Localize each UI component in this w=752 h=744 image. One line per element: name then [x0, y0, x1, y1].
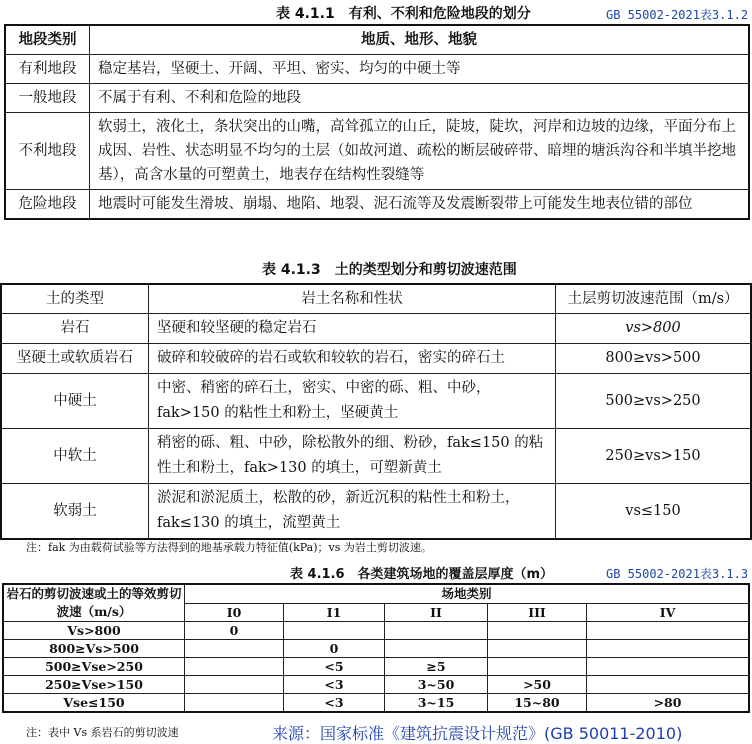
table2-cell-desc: 淤泥和淤泥质土，松散的砂，新近沉积的粘性土和粉土，fak≤130 的填土，流塑黄土 [149, 484, 556, 540]
table3-cell: >50 [488, 676, 587, 694]
table3-cell [587, 622, 750, 640]
table3-cell: >80 [587, 694, 750, 713]
table2-cell-desc: 稍密的砾、粗、中砂，除松散外的细、粉砂，fak≤150 的粘性土和粉土，fak>130 的填土，可塑新黄土 [149, 429, 556, 484]
table3-class-header: IV [587, 603, 750, 622]
table3 [2, 583, 750, 713]
table-row [3, 640, 749, 658]
table2-cell-type: 岩石 [1, 314, 149, 344]
table3-title: 表 4.1.6 各类建筑场地的覆盖层厚度（m） [290, 567, 554, 582]
table3-cell: 15~80 [488, 694, 587, 713]
table-row [1, 484, 751, 540]
table2-header-range: 土层剪切波速范围（m/s） [556, 284, 752, 314]
table3-row-header: 岩石的剪切波速或土的等效剪切波速（m/s） [3, 584, 185, 622]
table2-cell-range: 800≥vs>500 [556, 344, 752, 374]
table1-cell-category: 有利地段 [5, 55, 90, 84]
table1-cell-desc: 不属于有利、不利和危险的地段 [90, 84, 750, 113]
table2-cell-range: vs≤150 [556, 484, 752, 540]
table3-row-label: 500≥Vse>250 [3, 658, 185, 676]
table3-cell [587, 640, 750, 658]
table3-cell [587, 658, 750, 676]
table3-cell: <5 [284, 658, 385, 676]
table1-cell-category: 危险地段 [5, 190, 90, 220]
table-row [3, 622, 749, 640]
table-row [5, 190, 749, 220]
table3-cell [185, 694, 284, 713]
table-row [5, 55, 749, 84]
table-row [3, 676, 749, 694]
table1-title: 表 4.1.1 有利、不利和危险地段的划分 [276, 6, 531, 22]
table-row [1, 344, 751, 374]
table2-cell-type: 坚硬土或软质岩石 [1, 344, 149, 374]
table-row [3, 694, 749, 713]
table-row [5, 84, 749, 113]
table3-class-header: I0 [185, 603, 284, 622]
table1-cell-desc: 地震时可能发生滑坡、崩塌、地陷、地裂、泥石流等及发震断裂带上可能发生地表位错的部位 [90, 190, 750, 220]
table3-class-header: I1 [284, 603, 385, 622]
table-row [1, 374, 751, 429]
table2-note: 注：fak 为由载荷试验等方法得到的地基承载力特征值(kPa)；vs 为岩土剪切波速。 [26, 541, 432, 554]
table3-cell [385, 640, 488, 658]
table1-cell-desc: 软弱土，液化土，条状突出的山嘴，高耸孤立的山丘，陡坡，陡坎，河岸和边坡的边缘，平面分布上成因、岩性、状态明显不均匀的土层（如故河道、疏松的断层破碎带、暗埋的塘浜沟谷和半填半挖地基），高含水量的可塑黄土，地表存在结构性裂缝等 [90, 113, 750, 190]
table1-cell-category: 不利地段 [5, 113, 90, 190]
table3-ref: GB 55002-2021表3.1.3 [606, 567, 749, 581]
table3-cell: <3 [284, 676, 385, 694]
table3-cell [185, 676, 284, 694]
table3-group-header: 场地类别 [185, 584, 750, 603]
table1-header-desc: 地质、地形、地貌 [90, 25, 750, 55]
table3-cell [488, 622, 587, 640]
table3-cell: <3 [284, 694, 385, 713]
table1-cell-desc: 稳定基岩，坚硬土、开阔、平坦、密实、均匀的中硬土等 [90, 55, 750, 84]
table3-cell [284, 622, 385, 640]
table3-cell [587, 676, 750, 694]
table3-cell [488, 640, 587, 658]
table2-cell-type: 中硬土 [1, 374, 149, 429]
table2-cell-desc: 坚硬和较坚硬的稳定岩石 [149, 314, 556, 344]
source-citation: 来源：国家标准《建筑抗震设计规范》(GB 50011-2010) [272, 724, 683, 743]
table2-header-desc: 岩土名称和性状 [149, 284, 556, 314]
table-row [1, 314, 751, 344]
table1-header-category: 地段类别 [5, 25, 90, 55]
table1-ref: GB 55002-2021表3.1.2 [606, 8, 749, 22]
table2-header-type: 土的类型 [1, 284, 149, 314]
table1-cell-category: 一般地段 [5, 84, 90, 113]
table2 [0, 283, 752, 540]
table1 [4, 24, 750, 220]
table3-row-label: 250≥Vse>150 [3, 676, 185, 694]
table2-cell-range: 500≥vs>250 [556, 374, 752, 429]
table3-cell: 3~15 [385, 694, 488, 713]
table3-cell: 0 [185, 622, 284, 640]
table2-title: 表 4.1.3 土的类型划分和剪切波速范围 [262, 262, 517, 278]
table3-cell: ≥5 [385, 658, 488, 676]
table2-cell-range: 250≥vs>150 [556, 429, 752, 484]
table3-row-label: Vs>800 [3, 622, 185, 640]
table3-cell [185, 640, 284, 658]
table3-cell: 3~50 [385, 676, 488, 694]
table-row [3, 658, 749, 676]
table3-row-label: 800≥Vs>500 [3, 640, 185, 658]
table2-cell-desc: 中密、稍密的碎石土，密实、中密的砾、粗、中砂，fak>150 的粘性土和粉土，坚硬黄土 [149, 374, 556, 429]
table2-cell-desc: 破碎和较破碎的岩石或软和较软的岩石，密实的碎石土 [149, 344, 556, 374]
table3-cell [385, 622, 488, 640]
table-row [1, 429, 751, 484]
table3-cell [488, 658, 587, 676]
table2-cell-type: 软弱土 [1, 484, 149, 540]
table3-row-label: Vse≤150 [3, 694, 185, 713]
table3-note: 注：表中 Vs 系岩石的剪切波速 [26, 726, 179, 739]
table2-cell-range: vs>800 [556, 314, 752, 344]
table3-cell: 0 [284, 640, 385, 658]
table-row [5, 113, 749, 190]
table3-class-header: III [488, 603, 587, 622]
table3-cell [185, 658, 284, 676]
table3-class-header: II [385, 603, 488, 622]
table2-cell-type: 中软土 [1, 429, 149, 484]
